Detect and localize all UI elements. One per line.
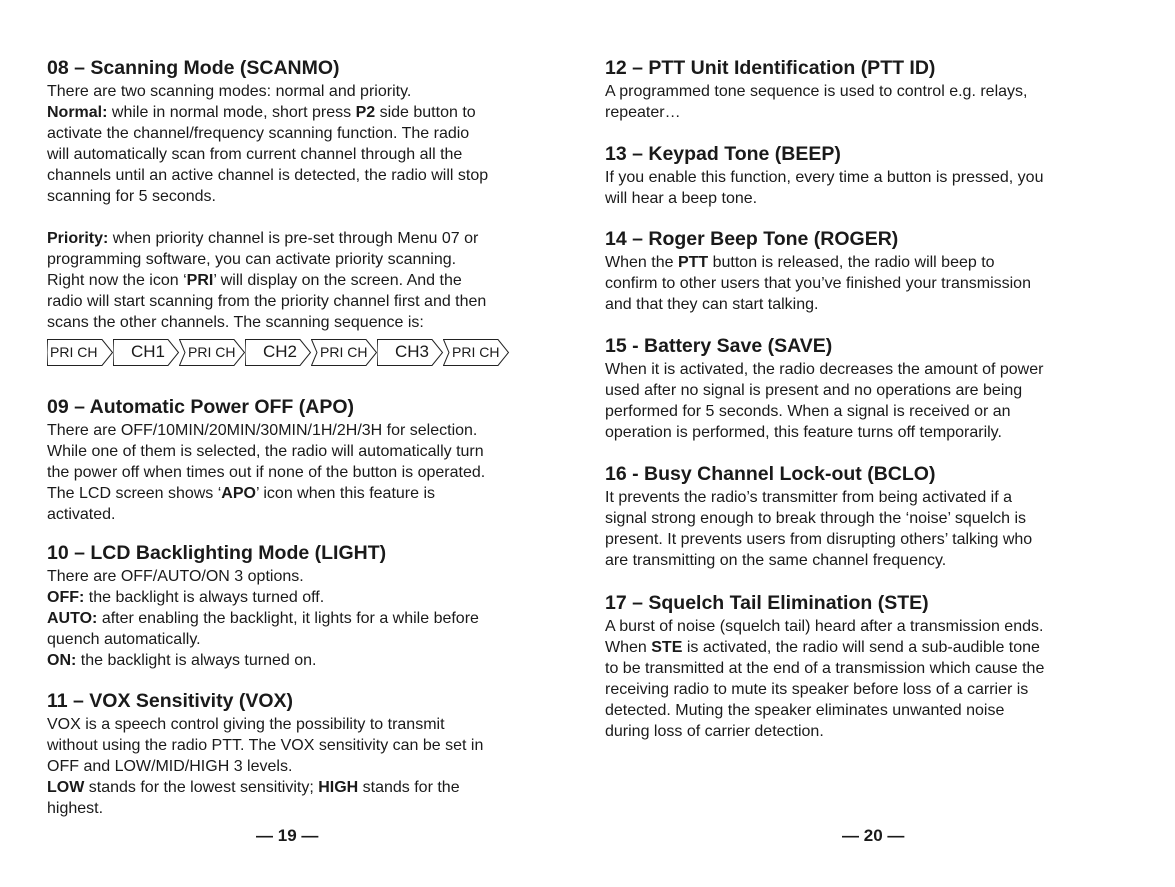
section xyxy=(47,689,587,819)
text-run: activate the channel/frequency scanning function. The radio xyxy=(47,125,470,142)
sequence-step-label: CH3 xyxy=(395,342,430,361)
text-run: scans the other channels. The scanning sequence is: xyxy=(47,314,424,331)
text-line xyxy=(605,188,1145,209)
section-heading: 17 – Squelch Tail Elimination (STE) xyxy=(605,592,929,614)
text-run: If you enable this function, every time a button is pressed, you xyxy=(605,169,1044,186)
section xyxy=(605,227,1145,315)
text-run: performed for 5 seconds. When a signal is received or an xyxy=(605,403,1011,420)
sequence-step-label: PRI CH xyxy=(188,344,236,360)
text-line xyxy=(47,441,587,462)
scanning-sequence-diagram xyxy=(47,339,587,367)
section xyxy=(605,142,1145,209)
text-run: There are two scanning modes: normal and priority. xyxy=(47,83,412,100)
sequence-step-label: CH1 xyxy=(131,342,166,361)
text-line xyxy=(605,616,1145,637)
text-run: and that they can start talking. xyxy=(605,296,819,313)
bold-term: STE xyxy=(651,639,683,656)
text-line xyxy=(47,777,587,798)
section-heading: 08 – Scanning Mode (SCANMO) xyxy=(47,57,340,79)
text-run: during loss of carrier detection. xyxy=(605,723,824,740)
section xyxy=(47,56,587,371)
section-heading: 13 – Keypad Tone (BEEP) xyxy=(605,143,841,165)
page-number: 19 xyxy=(277,826,297,845)
text-line xyxy=(47,228,587,249)
text-line xyxy=(605,658,1145,679)
text-line xyxy=(605,700,1145,721)
text-line xyxy=(605,679,1145,700)
text-run: the power off when times out if none of the button is operated. xyxy=(47,464,486,481)
text-line xyxy=(47,483,587,504)
bold-term: AUTO: xyxy=(47,610,98,627)
text-line xyxy=(47,249,587,270)
text-run: repeater… xyxy=(605,104,681,121)
bold-term: PTT xyxy=(677,254,709,271)
text-line xyxy=(47,207,587,228)
sequence-step-label: PRI CH xyxy=(320,344,368,360)
bold-term: ON: xyxy=(47,652,77,669)
section-heading: 09 – Automatic Power OFF (APO) xyxy=(47,396,354,418)
text-run: When it is activated, the radio decreases the amount of power xyxy=(605,361,1044,378)
text-run: is activated, the radio will send a sub-audible tone xyxy=(682,639,1040,656)
sequence-step-label: PRI CH xyxy=(50,344,98,360)
page-number: 20 xyxy=(863,826,883,845)
text-run: will automatically scan from current channel through all the xyxy=(47,146,463,163)
text-run: There are OFF/AUTO/ON 3 options. xyxy=(47,568,304,585)
text-line xyxy=(605,508,1145,529)
text-line xyxy=(605,422,1145,443)
text-line xyxy=(47,608,587,629)
text-run: are transmitting on the same channel frequency. xyxy=(605,552,947,569)
text-run: channels until an active channel is detected, the radio will stop xyxy=(47,167,489,184)
text-run: activated. xyxy=(47,506,116,523)
page-number-19: — 19 — xyxy=(256,826,319,845)
text-line xyxy=(605,81,1145,102)
text-line xyxy=(605,637,1145,658)
text-run: operation is performed, this feature turns off temporarily. xyxy=(605,424,1002,441)
text-run: OFF and LOW/MID/HIGH 3 levels. xyxy=(47,758,293,775)
bold-term: HIGH xyxy=(318,779,359,796)
sequence-step xyxy=(443,339,509,365)
text-line xyxy=(47,312,587,333)
text-run: quench automatically. xyxy=(47,631,201,648)
text-run: The LCD screen shows ‘ xyxy=(47,485,222,502)
text-run: scanning for 5 seconds. xyxy=(47,188,216,205)
sequence-step xyxy=(113,339,179,365)
bold-term: Normal: xyxy=(47,104,108,121)
section xyxy=(605,462,1145,571)
text-line xyxy=(47,798,587,819)
section-heading: 12 – PTT Unit Identification (PTT ID) xyxy=(605,57,936,79)
sequence-step-label: CH2 xyxy=(263,342,298,361)
text-line xyxy=(47,270,587,291)
text-line xyxy=(47,756,587,777)
section xyxy=(605,591,1145,742)
text-line xyxy=(605,550,1145,571)
section-heading: 14 – Roger Beep Tone (ROGER) xyxy=(605,228,899,250)
text-line xyxy=(605,294,1145,315)
text-run: highest. xyxy=(47,800,104,817)
bold-term: LOW xyxy=(47,779,85,796)
text-line xyxy=(47,123,587,144)
text-run: ’ icon when this feature is xyxy=(255,485,436,502)
text-run: receiving radio to mute its speaker before loss of a carrier is xyxy=(605,681,1029,698)
text-run: to be transmitted at the end of a transmission which cause the xyxy=(605,660,1045,677)
text-line xyxy=(47,566,587,587)
text-run: when priority channel is pre-set through Menu 07 or xyxy=(108,230,479,247)
text-run: side button to xyxy=(375,104,476,121)
text-run: will hear a beep tone. xyxy=(605,190,758,207)
text-run: while in normal mode, short press xyxy=(107,104,356,121)
sequence-step xyxy=(245,339,311,365)
text-line xyxy=(47,714,587,735)
text-line xyxy=(605,380,1145,401)
text-run: It prevents the radio’s transmitter from being activated if a xyxy=(605,489,1013,506)
sequence-step xyxy=(47,339,113,365)
text-run: button is released, the radio will beep to xyxy=(708,254,995,271)
text-run: after enabling the backlight, it lights for a while before xyxy=(97,610,479,627)
text-line xyxy=(47,144,587,165)
text-run: When xyxy=(605,639,652,656)
bold-term: P2 xyxy=(355,104,376,121)
text-run: signal strong enough to break through the ‘noise’ squelch is xyxy=(605,510,1027,527)
text-line xyxy=(47,629,587,650)
section xyxy=(605,56,1145,123)
text-line xyxy=(605,359,1145,380)
text-run: There are OFF/10MIN/20MIN/30MIN/1H/2H/3H for selection. xyxy=(47,422,478,439)
section xyxy=(47,541,587,671)
sequence-step-label: PRI CH xyxy=(452,344,500,360)
text-run: the backlight is always turned off. xyxy=(84,589,325,606)
text-line xyxy=(605,273,1145,294)
text-line xyxy=(47,504,587,525)
bold-term: APO xyxy=(221,485,256,502)
text-run: ’ will display on the screen. And the xyxy=(213,272,462,289)
sequence-step xyxy=(311,339,377,365)
section-heading: 10 – LCD Backlighting Mode (LIGHT) xyxy=(47,542,387,564)
text-line xyxy=(47,650,587,671)
text-run: Right now the icon ‘ xyxy=(47,272,187,289)
text-run: When the xyxy=(605,254,678,271)
text-run: A burst of noise (squelch tail) heard after a transmission ends. xyxy=(605,618,1044,635)
text-line xyxy=(47,420,587,441)
text-run: radio will start scanning from the priority channel first and then xyxy=(47,293,487,310)
text-line xyxy=(605,529,1145,550)
text-line xyxy=(605,487,1145,508)
text-run: used after no signal is present and no operations are being xyxy=(605,382,1023,399)
text-line xyxy=(605,721,1145,742)
text-run: A programmed tone sequence is used to control e.g. relays, xyxy=(605,83,1028,100)
text-line xyxy=(605,401,1145,422)
bold-term: PRI xyxy=(186,272,214,289)
text-run: present. It prevents users from disrupting others’ talking who xyxy=(605,531,1033,548)
text-run: detected. Muting the speaker eliminates unwanted noise xyxy=(605,702,1005,719)
text-run: stands for the xyxy=(358,779,460,796)
text-line xyxy=(605,102,1145,123)
text-run: VOX is a speech control giving the possibility to transmit xyxy=(47,716,445,733)
sequence-step xyxy=(179,339,245,365)
text-line xyxy=(47,102,587,123)
text-run: programming software, you can activate priority scanning. xyxy=(47,251,457,268)
sequence-step xyxy=(377,339,443,365)
text-run: While one of them is selected, the radio will automatically turn xyxy=(47,443,484,460)
text-run: without using the radio PTT. The VOX sensitivity can be set in xyxy=(47,737,484,754)
text-run: stands for the lowest sensitivity; xyxy=(84,779,319,796)
section-heading: 16 - Busy Channel Lock-out (BCLO) xyxy=(605,463,936,485)
text-line xyxy=(47,291,587,312)
text-line xyxy=(605,167,1145,188)
text-run: confirm to other users that you’ve finished your transmission xyxy=(605,275,1031,292)
section-heading: 11 – VOX Sensitivity (VOX) xyxy=(47,690,294,712)
text-run: the backlight is always turned on. xyxy=(76,652,317,669)
text-line xyxy=(47,165,587,186)
section xyxy=(605,334,1145,443)
text-line xyxy=(47,462,587,483)
text-line xyxy=(605,252,1145,273)
bold-term: OFF: xyxy=(47,589,85,606)
text-line xyxy=(47,81,587,102)
text-line xyxy=(47,186,587,207)
text-line xyxy=(47,735,587,756)
text-line xyxy=(47,587,587,608)
section-heading: 15 - Battery Save (SAVE) xyxy=(605,335,833,357)
bold-term: Priority: xyxy=(47,230,109,247)
section xyxy=(47,395,587,525)
page-number-20: — 20 — xyxy=(842,826,905,845)
